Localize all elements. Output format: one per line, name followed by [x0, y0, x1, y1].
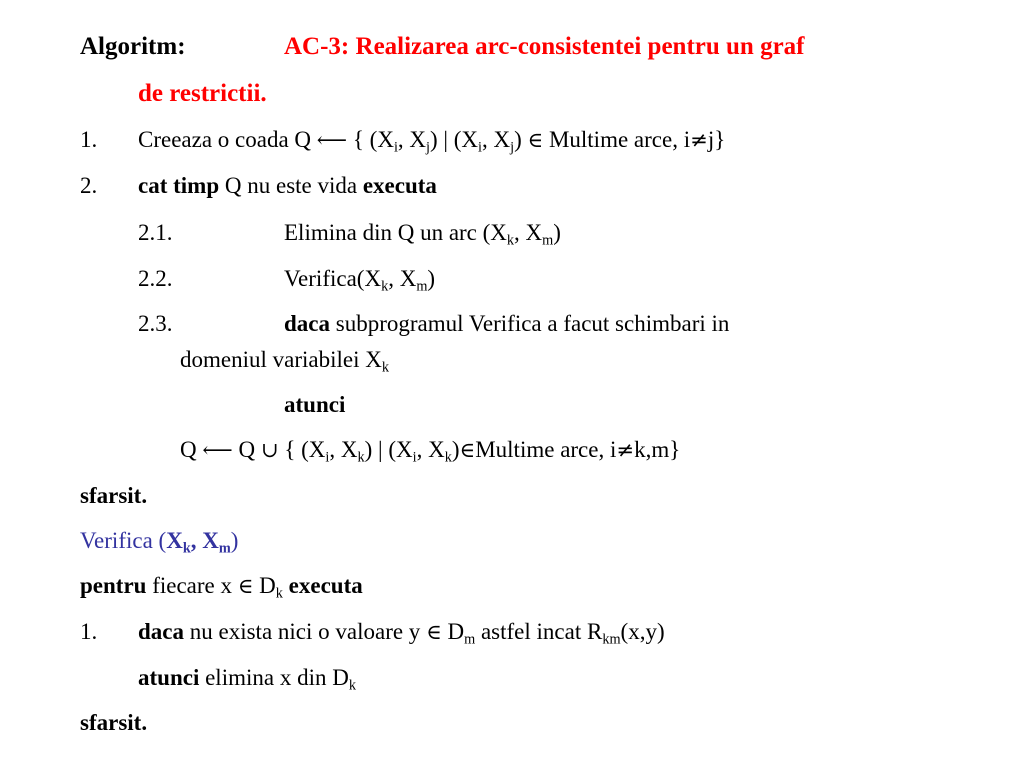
- text-segment: AC-3: Realizarea arc-consistentei pentru un graf: [284, 33, 805, 60]
- subscript: k: [357, 449, 365, 466]
- subscript: k: [348, 677, 356, 694]
- step-2-3-line-part-0: [138, 310, 173, 338]
- math-symbol: ≠: [690, 127, 708, 152]
- text-segment: (x,y): [620, 619, 665, 644]
- text-segment: { (X: [278, 437, 326, 462]
- text-segment: 2.1.: [138, 220, 173, 245]
- step-2-1-line-part-1: [284, 219, 561, 247]
- text-segment: atunci: [138, 665, 200, 690]
- text-segment: Verifica (: [80, 528, 167, 553]
- text-segment: executa: [288, 573, 363, 598]
- elimina-line-part-0: [138, 664, 356, 692]
- subscript: j: [426, 139, 430, 156]
- text-segment: subprogramul Verifica a facut schimbari in: [330, 311, 730, 336]
- step-2-1-line-part-0: [138, 219, 173, 247]
- text-segment: , X: [388, 266, 417, 291]
- subscript: k: [506, 232, 515, 249]
- math-symbol: ∈: [426, 619, 442, 644]
- step-2-3-line-part-1: [284, 310, 729, 338]
- subscript: k: [182, 540, 191, 557]
- pentru-line-part-0: [80, 572, 363, 600]
- math-symbol: ≠: [616, 437, 635, 462]
- math-symbol: ∪: [260, 437, 279, 462]
- text-segment: Elimina din Q un arc (X: [284, 220, 507, 245]
- subscript: km: [602, 631, 621, 648]
- text-segment: elimina x din D: [199, 665, 349, 690]
- text-segment: Q: [232, 437, 261, 462]
- subscript: m: [218, 540, 231, 557]
- text-segment: ) | (X: [430, 127, 479, 152]
- math-symbol: ∈: [527, 127, 544, 152]
- subscript: k: [381, 278, 389, 295]
- text-segment: ) | (X: [364, 437, 413, 462]
- text-segment: 1.: [80, 127, 98, 152]
- text-segment: 1.: [80, 619, 98, 644]
- verifica-step-1-line-part-1: [138, 618, 665, 646]
- text-segment: Q nu este vida: [219, 173, 363, 198]
- sfarsit-line-2-part-0: [80, 709, 147, 737]
- subscript: k: [275, 585, 283, 602]
- text-segment: , X: [397, 127, 427, 152]
- text-segment: daca: [284, 311, 330, 336]
- text-segment: nu exista nici o valoare y: [184, 619, 427, 644]
- text-segment: atunci: [284, 392, 346, 417]
- text-segment: pentru: [80, 573, 147, 598]
- text-segment: k,m}: [634, 437, 681, 462]
- text-segment: { (X: [347, 127, 394, 152]
- text-segment: Multime arce, i: [543, 127, 691, 152]
- subscript: i: [412, 449, 417, 466]
- subscript: m: [464, 631, 476, 648]
- subscript: k: [381, 359, 389, 376]
- subscript: m: [542, 232, 554, 249]
- text-segment: , X: [482, 127, 511, 152]
- step-1-line-part-1: [138, 126, 725, 154]
- algorithm-title-line-part-1: [284, 32, 805, 62]
- text-segment: ): [553, 220, 561, 245]
- step-2-line-part-0: [80, 172, 97, 200]
- text-segment: cat timp: [138, 173, 220, 198]
- text-segment: , X: [416, 437, 445, 462]
- text-segment: D: [253, 573, 276, 598]
- text-segment: 2.2.: [138, 266, 173, 291]
- verifica-title-line-part-0: [80, 527, 238, 555]
- math-symbol: ∈: [237, 573, 254, 598]
- text-segment: sfarsit.: [80, 483, 148, 508]
- step-2-2-line-part-0: [138, 265, 173, 293]
- text-segment: astfel incat R: [475, 619, 603, 644]
- text-segment: Multime arce, i: [475, 437, 617, 462]
- algorithm-title-line-part-0: [80, 32, 186, 62]
- text-segment: ): [514, 127, 528, 152]
- subscript: m: [416, 278, 428, 295]
- subscript: i: [325, 449, 330, 466]
- text-segment: X: [166, 528, 183, 553]
- math-symbol: ∈: [459, 437, 476, 462]
- text-segment: Creeaza o coada Q: [138, 127, 317, 152]
- text-segment: , X: [329, 437, 358, 462]
- queue-update-line-part-0: [180, 436, 680, 464]
- subscript: i: [478, 139, 483, 156]
- text-segment: fiecare x: [146, 573, 238, 598]
- math-symbol: ⟵: [202, 437, 233, 462]
- subscript: j: [510, 139, 515, 156]
- text-segment: sfarsit.: [80, 710, 148, 735]
- step-1-line-part-0: [80, 126, 97, 154]
- text-segment: 2.: [80, 173, 98, 198]
- subscript: k: [444, 449, 452, 466]
- text-segment: domeniul variabilei X: [180, 347, 382, 372]
- text-segment: 2.3.: [138, 311, 173, 336]
- algorithm-title-line-continued-part-0: [138, 79, 267, 109]
- math-symbol: ⟵: [316, 127, 348, 152]
- text-segment: Verifica(X: [284, 266, 382, 291]
- text-segment: daca: [138, 619, 184, 644]
- step-2-2-line-part-1: [284, 265, 435, 293]
- text-segment: D: [441, 619, 465, 644]
- text-segment: ): [427, 266, 436, 291]
- text-segment: ): [230, 528, 239, 553]
- sfarsit-line-1-part-0: [80, 482, 147, 510]
- text-segment: , X: [514, 220, 543, 245]
- text-segment: Q: [180, 437, 203, 462]
- text-segment: , X: [190, 528, 219, 553]
- subscript: i: [393, 139, 398, 156]
- atunci-line-part-0: [284, 391, 345, 419]
- step-2-line-part-1: [138, 172, 437, 200]
- text-segment: j}: [707, 127, 726, 152]
- verifica-step-1-line-part-0: [80, 618, 97, 646]
- step-2-3-line-continued-part-0: [180, 346, 389, 374]
- text-segment: Algoritm:: [80, 33, 186, 60]
- text-segment: de restrictii.: [138, 80, 267, 107]
- text-segment: executa: [362, 173, 437, 198]
- text-segment: ): [451, 437, 460, 462]
